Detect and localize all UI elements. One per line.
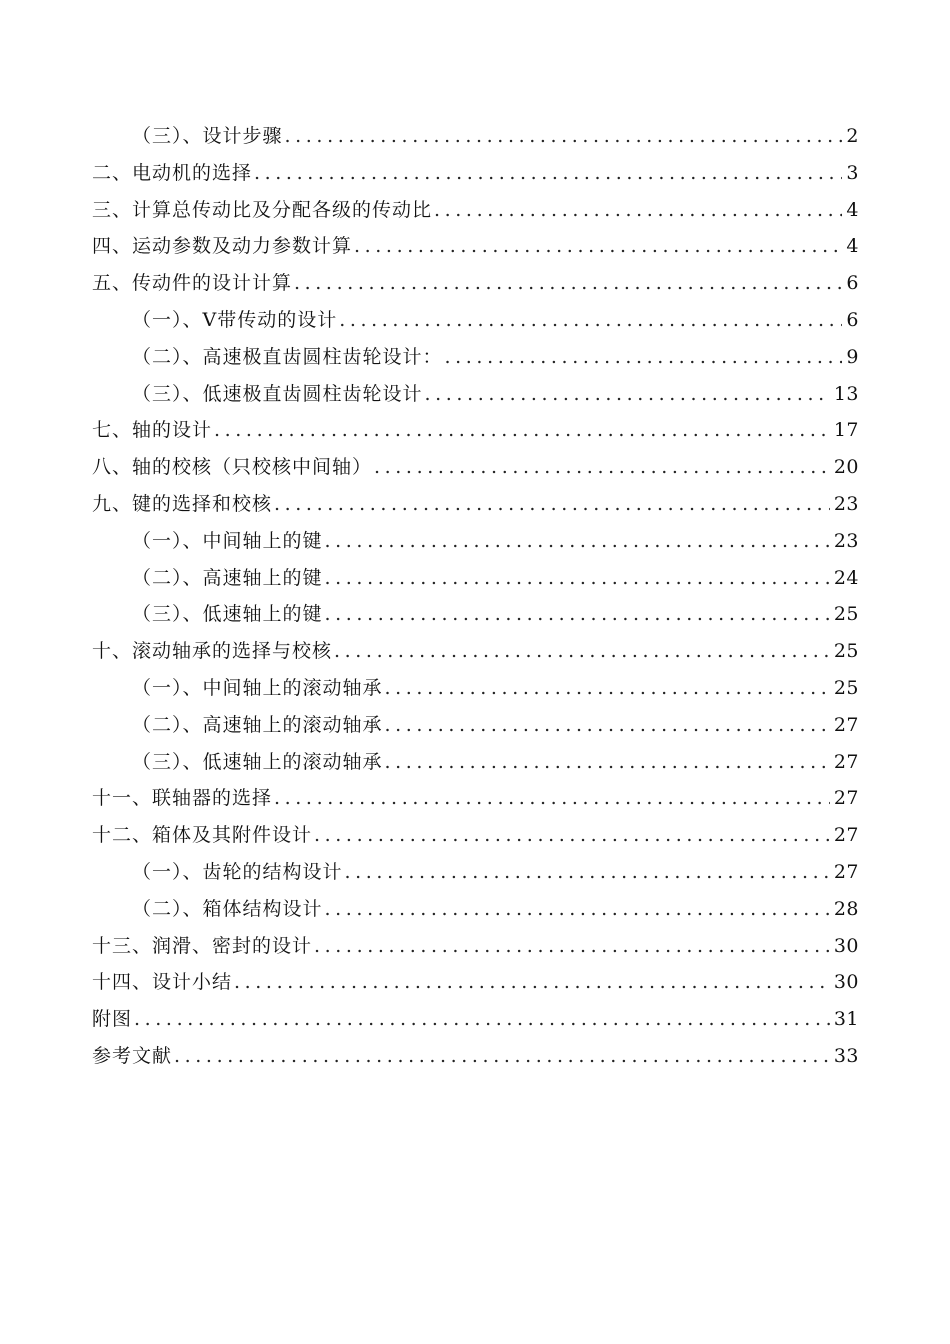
toc-entry-title: 十一、联轴器的选择 (92, 787, 273, 810)
toc-entry[interactable] (92, 854, 859, 891)
toc-dot-leader (274, 486, 830, 523)
toc-dot-leader (325, 596, 830, 633)
toc-entry[interactable] (92, 780, 859, 817)
toc-entry-title: 十、滚动轴承的选择与校核 (92, 640, 333, 663)
toc-dot-leader (294, 265, 842, 302)
toc-entry[interactable] (92, 1038, 859, 1075)
toc-dot-leader (345, 854, 830, 891)
toc-dot-leader (174, 1038, 830, 1075)
toc-entry-title: （二）、箱体结构设计 (132, 897, 323, 920)
toc-entry-page: 30 (833, 934, 859, 957)
toc-entry-title: （二）、高速轴上的滚动轴承 (132, 713, 383, 736)
toc-entry-title: 十四、设计小结 (92, 971, 233, 994)
toc-entry-page: 27 (833, 750, 859, 773)
toc-dot-leader (314, 817, 830, 854)
toc-entry-page: 27 (833, 824, 859, 847)
toc-entry-page: 31 (833, 1008, 859, 1031)
toc-entry[interactable] (92, 376, 859, 413)
toc-dot-leader (274, 780, 830, 817)
toc-dot-leader (445, 339, 843, 376)
toc-entry-title: 附图 (92, 1008, 133, 1031)
toc-entry-title: （一）、V带传动的设计 (132, 308, 338, 331)
toc-dot-leader (325, 891, 830, 928)
toc-entry-page: 4 (846, 198, 859, 221)
toc-entry-title: （一）、齿轮的结构设计 (132, 860, 343, 883)
toc-dot-leader (385, 707, 830, 744)
toc-entry[interactable] (92, 817, 859, 854)
toc-dot-leader (214, 412, 830, 449)
toc-entry[interactable] (92, 596, 859, 633)
toc-entry[interactable] (92, 412, 859, 449)
toc-dot-leader (134, 1001, 830, 1038)
toc-entry-title: （一）、中间轴上的滚动轴承 (132, 676, 383, 699)
toc-dot-leader (385, 744, 830, 781)
toc-entry[interactable] (92, 265, 859, 302)
toc-entry[interactable] (92, 118, 859, 155)
toc-entry-title: （一）、中间轴上的键 (132, 529, 323, 552)
toc-dot-leader (314, 928, 830, 965)
toc-entry[interactable] (92, 449, 859, 486)
toc-entry-title: 三、计算总传动比及分配各级的传动比 (92, 198, 433, 221)
toc-entry[interactable] (92, 670, 859, 707)
toc-dot-leader (325, 560, 830, 597)
toc-entry-title: 十二、箱体及其附件设计 (92, 824, 313, 847)
toc-entry-page: 25 (833, 603, 859, 626)
toc-entry-page: 13 (833, 382, 859, 405)
toc-entry[interactable] (92, 155, 859, 192)
toc-entry-page: 25 (833, 676, 859, 699)
toc-entry-title: 五、传动件的设计计算 (92, 272, 293, 295)
toc-dot-leader (374, 449, 830, 486)
toc-entry[interactable] (92, 1001, 859, 1038)
toc-entry-page: 23 (833, 529, 859, 552)
toc-entry-page: 17 (833, 419, 859, 442)
toc-entry-title: （二）、高速轴上的键 (132, 566, 323, 589)
toc-dot-leader (339, 302, 842, 339)
toc-entry[interactable] (92, 228, 859, 265)
toc-entry[interactable] (92, 928, 859, 965)
toc-entry-title: （二）、高速极直齿圆柱齿轮设计： (132, 345, 443, 368)
toc-entry-page: 33 (833, 1044, 859, 1067)
toc-dot-leader (434, 192, 842, 229)
toc-entry[interactable] (92, 339, 859, 376)
toc-entry[interactable] (92, 964, 859, 1001)
toc-entry-page: 20 (833, 456, 859, 479)
toc-entry-title: （三）、低速轴上的键 (132, 603, 323, 626)
toc-entry[interactable] (92, 486, 859, 523)
toc-entry-page: 23 (833, 492, 859, 515)
toc-entry-title: （三）、低速极直齿圆柱齿轮设计 (132, 382, 423, 405)
toc-entry[interactable] (92, 707, 859, 744)
toc-entry-title: 四、运动参数及动力参数计算 (92, 235, 353, 258)
toc-dot-leader (425, 376, 830, 413)
toc-entry-title: （三）、低速轴上的滚动轴承 (132, 750, 383, 773)
toc-entry-title: 九、键的选择和校核 (92, 492, 273, 515)
table-of-contents (92, 118, 859, 1075)
toc-entry-title: 参考文献 (92, 1044, 173, 1067)
toc-entry-page: 2 (846, 125, 859, 147)
toc-entry-title: （三）、设计步骤 (132, 125, 283, 147)
toc-entry-title: 七、轴的设计 (92, 419, 213, 442)
toc-entry-title: 十三、润滑、密封的设计 (92, 934, 313, 957)
toc-entry-page: 27 (833, 713, 859, 736)
toc-dot-leader (354, 228, 842, 265)
toc-entry[interactable] (92, 633, 859, 670)
toc-entry-page: 27 (833, 860, 859, 883)
toc-entry[interactable] (92, 891, 859, 928)
toc-entry-page: 9 (846, 345, 859, 368)
toc-entry[interactable] (92, 523, 859, 560)
toc-entry-page: 28 (833, 897, 859, 920)
toc-dot-leader (385, 670, 830, 707)
toc-entry[interactable] (92, 560, 859, 597)
toc-dot-leader (234, 964, 830, 1001)
toc-entry-page: 27 (833, 787, 859, 810)
toc-entry-page: 25 (833, 640, 859, 663)
toc-entry-page: 6 (846, 308, 859, 331)
toc-entry-page: 6 (846, 272, 859, 295)
toc-entry-title: 二、电动机的选择 (92, 161, 253, 184)
toc-entry-page: 24 (833, 566, 859, 589)
toc-entry-page: 4 (846, 235, 859, 258)
toc-entry-page: 30 (833, 971, 859, 994)
toc-entry-title: 八、轴的校核（只校核中间轴） (92, 456, 373, 479)
toc-dot-leader (334, 633, 830, 670)
toc-dot-leader (285, 118, 843, 155)
toc-entry[interactable] (92, 744, 859, 781)
toc-dot-leader (325, 523, 830, 560)
toc-dot-leader (254, 155, 842, 192)
toc-entry[interactable] (92, 302, 859, 339)
toc-entry-page: 3 (846, 161, 859, 184)
toc-entry[interactable] (92, 192, 859, 229)
